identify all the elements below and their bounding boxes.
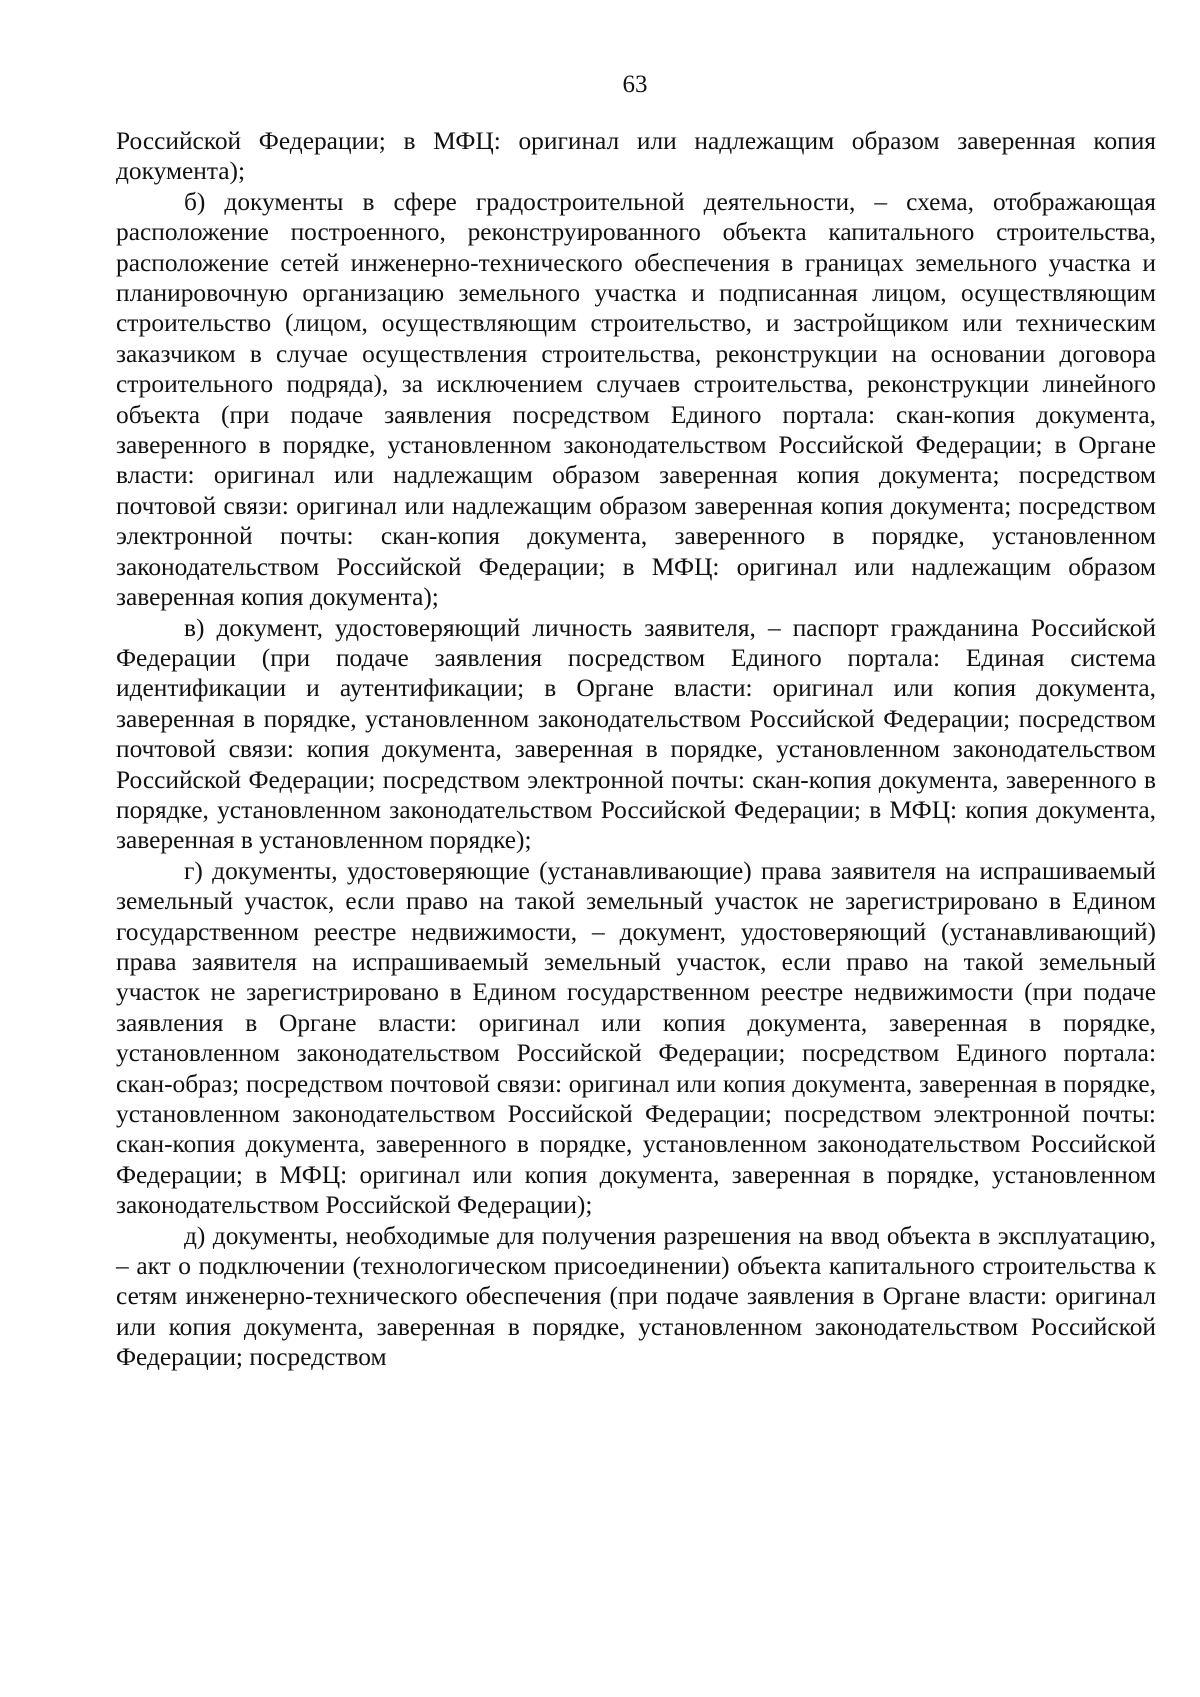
paragraph-item-v: в) документ, удостоверяющий личность заявителя, – паспорт гражданина Российской Федерации (при подаче заявления посредством Единого портала: Единая система идентификации и аутентификации; в Органе власти: оригинал или копия документа, заверенная в порядке, установленном законодательством Российской Федерации; посредством почтовой связи: копия документа, заверенная в порядке, установленном законодательством Российской Федерации; посредством электронной почты: скан-копия документа, заверенного в порядке, установленном законодательством Российской Федерации; в МФЦ: копия документа, заверенная в установленном порядке); — [116, 613, 1156, 855]
paragraph-continuation: Российской Федерации; в МФЦ: оригинал или надлежащим образом заверенная копия документа); — [116, 127, 1156, 186]
paragraph-item-d: д) документы, необходимые для получения разрешения на ввод объекта в эксплуатацию, – акт о подключении (технологическом присоединении) объекта капитального строительства к сетям инженерно-технического обеспечения (при подаче заявления в Органе власти: оригинал или копия документа, заверенная в порядке, установленном законодательством Российской Федерации; посредством — [116, 1221, 1156, 1372]
paragraph-item-b: б) документы в сфере градостроительной деятельности, – схема, отображающая расположение построенного, реконструированного объекта капитального строительства, расположение сетей инженерно-технического обеспечения в границах земельного участка и планировочную организацию земельного участка и подписанная лицом, осуществляющим строительство (лицом, осуществляющим строительство, и застройщиком или техническим заказчиком в случае осуществления строительства, реконструкции на основании договора строительного подряда), за исключением случаев строительства, реконструкции линейного объекта (при подаче заявления посредством Единого портала: скан-копия документа, заверенного в порядке, установленном законодательством Российской Федерации; в Органе власти: оригинал или надлежащим образом заверенная копия документа; посредством почтовой связи: оригинал или надлежащим образом заверенная копия документа; посредством электронной почты: скан-копия документа, заверенного в порядке, установленном законодательством Российской Федерации; в МФЦ: оригинал или надлежащим образом заверенная копия документа); — [116, 187, 1156, 612]
document-body — [116, 126, 1156, 1373]
page-number: 63 — [622, 71, 648, 98]
paragraph-item-g: г) документы, удостоверяющие (устанавливающие) права заявителя на испрашиваемый земельный участок, если право на такой земельный участок не зарегистрировано в Едином государственном реестре недвижимости, – документ, удостоверяющий (устанавливающий) права заявителя на испрашиваемый земельный участок, если право на такой земельный участок не зарегистрировано в Едином государственном реестре недвижимости (при подаче заявления в Органе власти: оригинал или копия документа, заверенная в порядке, установленном законодательством Российской Федерации; посредством Единого портала: скан-образ; посредством почтовой связи: оригинал или копия документа, заверенная в порядке, установленном законодательством Российской Федерации; посредством электронной почты: скан-копия документа, заверенного в порядке, установленном законодательством Российской Федерации; в МФЦ: оригинал или копия документа, заверенная в порядке, установленном законодательством Российской Федерации); — [116, 856, 1156, 1220]
